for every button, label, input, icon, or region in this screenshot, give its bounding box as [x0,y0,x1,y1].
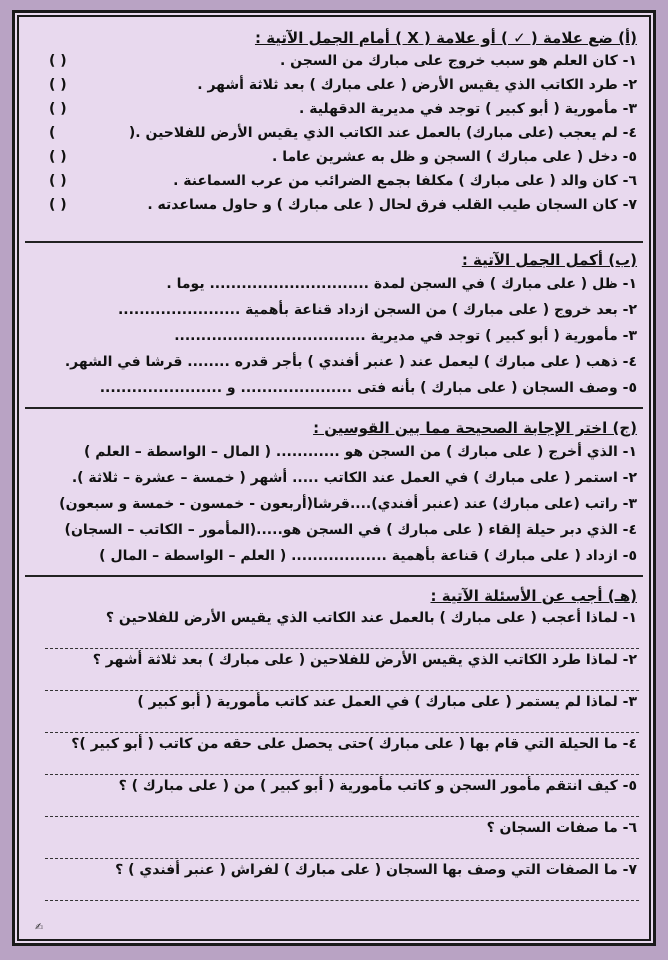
choose-item[interactable]: ٤- الذي دبر حيلة إلقاء ( على مبارك ) في السجن هو.....(المأمور – الكاتب – السجان) [64,522,637,538]
section-b-title: (ب) أكمل الجمل الآتية : [461,251,637,269]
tf-answer-box[interactable]: ( ) [49,173,67,189]
question-item: ٤- ما الحيلة التي قام بها ( على مبارك )حتى يحصل على حقه من كاتب ( أبو كبير )؟ [71,736,637,752]
tf-answer-box[interactable]: ( ) [49,101,67,117]
section-choose [25,417,643,569]
tf-answer-box[interactable]: ( ) [49,53,67,69]
worksheet-page [12,10,656,946]
complete-item[interactable]: ١- ظل ( على مبارك ) في السجن لمدة .............................. يوما . [166,276,637,292]
section-d-title: (هـ) أجب عن الأسئلة الآتية : [430,587,637,605]
divider-1 [25,241,643,243]
choose-item[interactable]: ٥- ازداد ( على مبارك ) قناعة بأهمية .................. ( العلم – الواسطة – المال ) [99,548,637,564]
tf-item [25,145,637,169]
section-true-false [25,27,643,217]
tf-answer-box[interactable]: ( ) [49,197,67,213]
section-a-title: (أ) ضع علامة ( ✓ ) أو علامة ( X ) أمام الجمل الآتية : [254,29,637,47]
choose-item[interactable]: ١- الذي أخرج ( على مبارك ) من السجن هو ............ ( المال – الواسطة – العلم ) [83,444,637,460]
tf-item [25,49,637,73]
divider-3 [25,575,643,577]
answer-line[interactable] [45,671,639,691]
signature-mark: ✍ [35,922,44,933]
complete-item[interactable]: ٥- وصف السجان ( على مبارك ) بأنه فتى ..................... و ....................... [99,380,637,396]
worksheet-content [25,19,643,937]
section-c-title: (ج) اختر الإجابة الصحيحة مما بين القوسين : [313,419,637,437]
complete-item[interactable]: ٢- بعد خروج ( على مبارك ) من السجن ازداد قناعة بأهمية ....................... [117,302,637,318]
answer-line[interactable] [45,797,639,817]
tf-item [25,193,637,217]
tf-answer-box[interactable]: ( ) [49,149,67,165]
answer-line[interactable] [45,629,639,649]
tf-item [25,121,637,145]
section-complete [25,249,643,401]
tf-item-text: ٧- كان السجان طيب القلب فرق لحال ( على مبارك ) و حاول مساعدته . [147,197,637,213]
answer-line[interactable] [45,881,639,901]
tf-item-text: ٣- مأمورية ( أبو كبير ) توجد في مديرية الدقهلية . [299,101,637,117]
complete-item[interactable]: ٣- مأمورية ( أبو كبير ) توجد في مديرية .................................... [174,328,637,344]
tf-item [25,169,637,193]
question-item: ٢- لماذا طرد الكاتب الذي يقيس الأرض للفلاحين ( على مبارك ) بعد ثلاثة أشهر ؟ [92,652,637,668]
tf-item [25,73,637,97]
answer-line[interactable] [45,755,639,775]
choose-item[interactable]: ٢- استمر ( على مبارك ) في العمل عند الكاتب ..... أشهر ( خمسة – عشرة – ثلاثة ). [71,470,637,486]
question-item: ٣- لماذا لم يستمر ( على مبارك ) في العمل عند كاتب مأمورية ( أبو كبير ) [137,694,637,710]
complete-item[interactable]: ٤- ذهب ( على مبارك ) ليعمل عند ( عنبر أفندي ) بأجر قدره ........ قرشا في الشهر. [64,354,637,370]
question-item: ١- لماذا أعجب ( على مبارك ) بالعمل عند الكاتب الذي يقيس الأرض للفلاحين ؟ [105,610,637,626]
tf-answer-box[interactable]: ( ) [49,77,67,93]
choose-item[interactable]: ٣- راتب (على مبارك) عند (عنبر أفندي)....قرشا(أربعون - خمسون - خمسة و سبعون) [59,496,637,512]
section-answer [25,585,643,901]
tf-item-text: ١- كان العلم هو سبب خروج على مبارك من السجن . [279,53,637,69]
tf-item-text: ٤- لم يعجب (على مبارك) بالعمل عند الكاتب الذي يقيس الأرض للفلاحين .( [128,125,637,141]
question-item: ٥- كيف انتقم مأمور السجن و كاتب مأمورية ( أبو كبير ) من ( على مبارك ) ؟ [118,778,637,794]
divider-2 [25,407,643,409]
tf-item [25,97,637,121]
answer-line[interactable] [45,713,639,733]
question-item: ٦- ما صفات السجان ؟ [486,820,637,836]
tf-answer-box[interactable]: ) [49,125,56,141]
question-item: ٧- ما الصفات التي وصف بها السجان ( على مبارك ) لفراش ( عنبر أفندي ) ؟ [115,862,637,878]
tf-item-text: ٢- طرد الكاتب الذي يقيس الأرض ( على مبارك ) بعد ثلاثة أشهر . [197,77,637,93]
tf-item-text: ٦- كان والد ( على مبارك ) مكلفا بجمع الضرائب من عرب السماعنة . [173,173,637,189]
tf-item-text: ٥- دخل ( على مبارك ) السجن و ظل به عشرين عاما . [272,149,637,165]
answer-line[interactable] [45,839,639,859]
